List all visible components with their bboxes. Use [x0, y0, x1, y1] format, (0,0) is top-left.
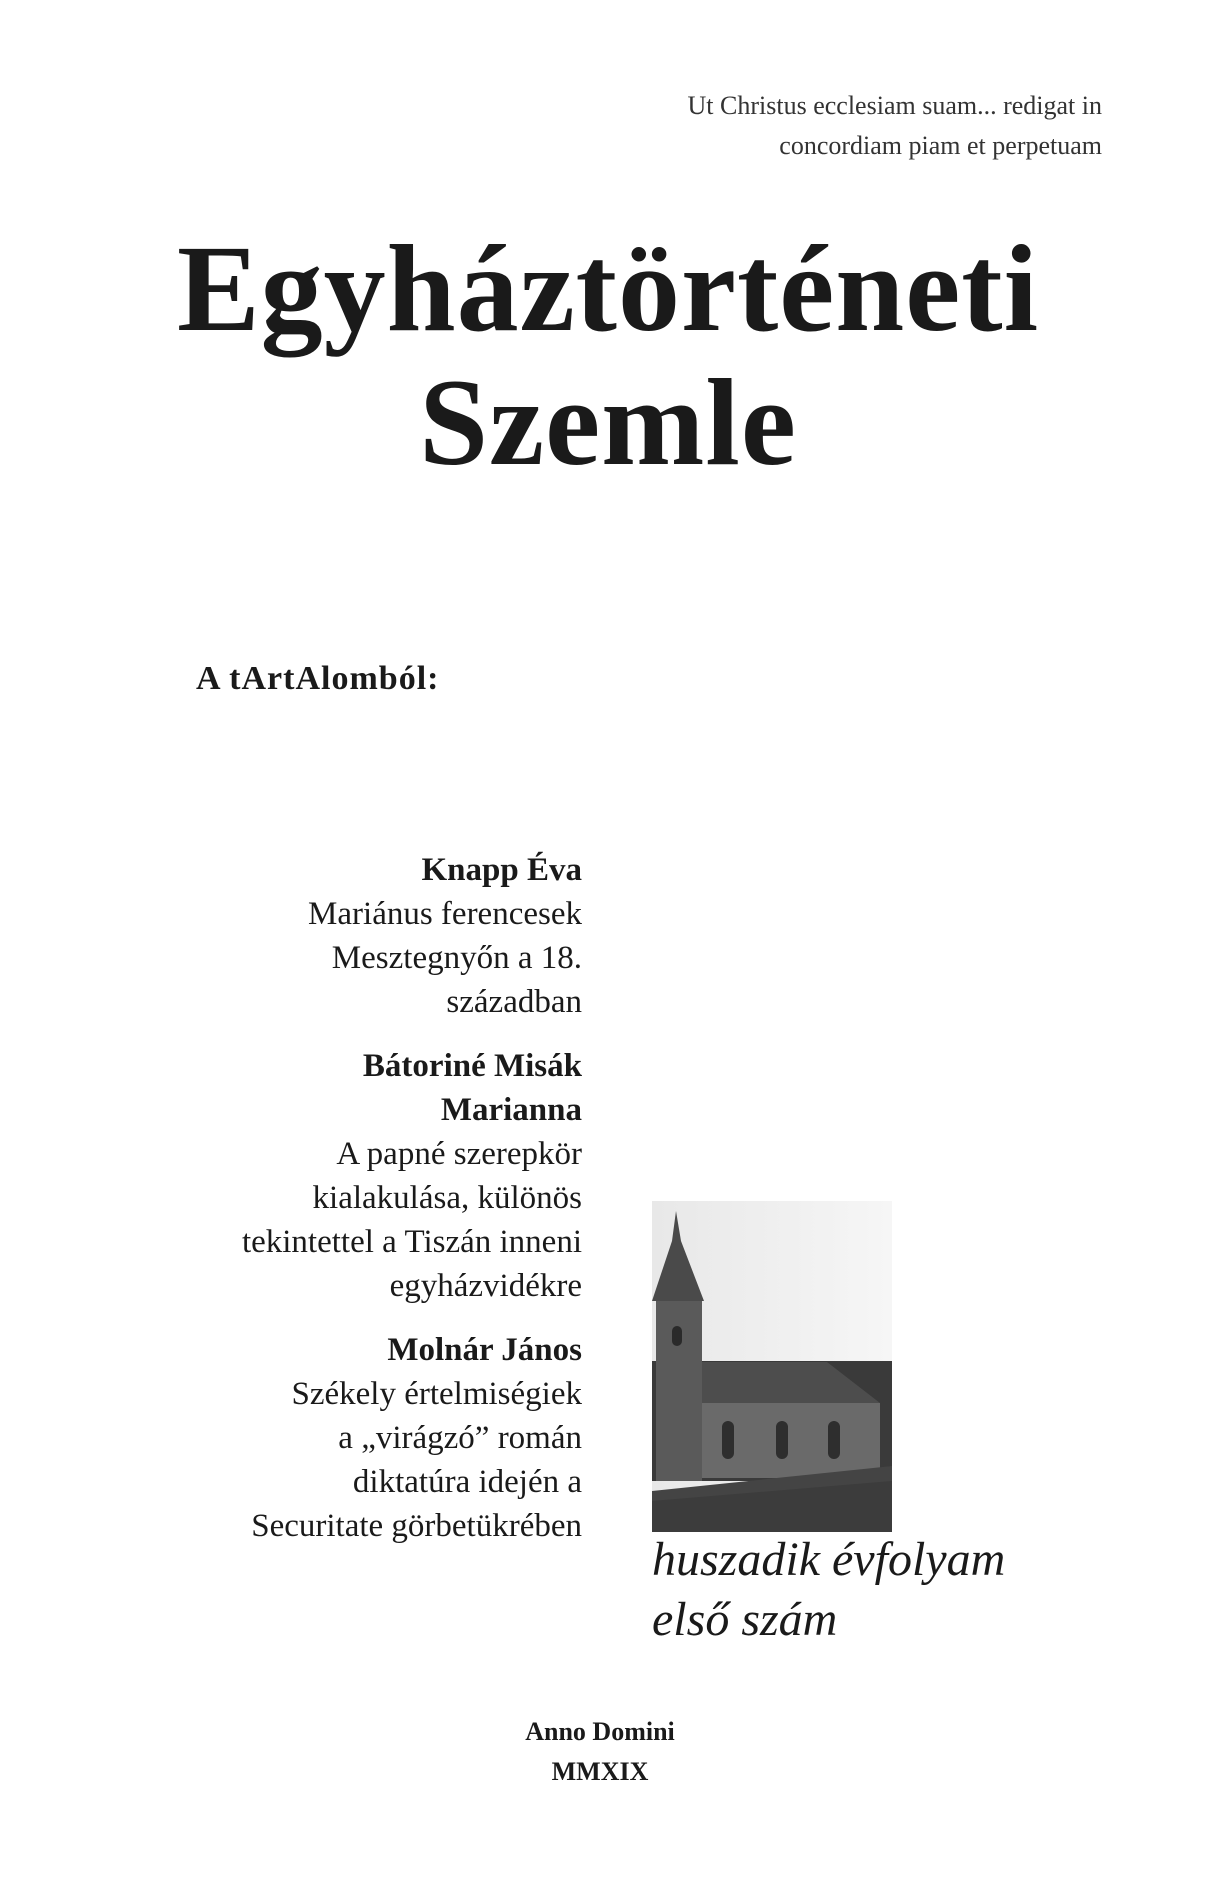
toc-title-line: Mesztegnyőn a 18.	[331, 940, 582, 976]
volume-label: huszadik évfolyam	[652, 1533, 1006, 1586]
issue-info	[652, 1530, 1005, 1650]
epigraph	[688, 86, 1102, 166]
journal-title	[0, 222, 1216, 490]
toc-title-line: diktatúra idején a	[352, 1464, 582, 1500]
toc-title-line: a „virágzó” román	[338, 1420, 582, 1456]
toc-author: Marianna	[440, 1092, 582, 1128]
toc-title-line: tekintettel a Tiszán inneni	[241, 1224, 582, 1260]
toc-author: Bátoriné Misák	[362, 1048, 582, 1084]
table-of-contents	[162, 848, 582, 1568]
title-line: Szemle	[419, 354, 797, 491]
number-label: első szám	[652, 1593, 838, 1646]
toc-author: Molnár János	[387, 1332, 582, 1368]
toc-heading: A tArtAlomból:	[196, 660, 440, 697]
epigraph-line: concordiam piam et perpetuam	[779, 131, 1102, 160]
toc-title-line: Székely értelmiségiek	[291, 1376, 582, 1412]
toc-author: Knapp Éva	[421, 852, 582, 888]
toc-entry	[162, 1044, 582, 1308]
toc-title-line: Mariánus ferencesek	[308, 896, 582, 932]
toc-title-line: században	[446, 984, 582, 1020]
toc-title-line: egyházvidékre	[389, 1268, 582, 1304]
church-photo	[652, 1201, 892, 1532]
toc-entry	[162, 1328, 582, 1548]
toc-title-line: A papné szerepkör	[336, 1136, 582, 1172]
anno-domini: Anno Domini	[525, 1717, 675, 1746]
year-roman: MMXIX	[551, 1757, 649, 1786]
epigraph-line: Ut Christus ecclesiam suam... redigat in	[687, 91, 1102, 120]
toc-title-line: Securitate görbetükrében	[251, 1508, 582, 1544]
title-line: Egyháztörténeti	[176, 220, 1040, 357]
toc-entry	[162, 848, 582, 1024]
publication-year	[0, 1712, 1200, 1792]
toc-title-line: kialakulása, különös	[312, 1180, 582, 1216]
